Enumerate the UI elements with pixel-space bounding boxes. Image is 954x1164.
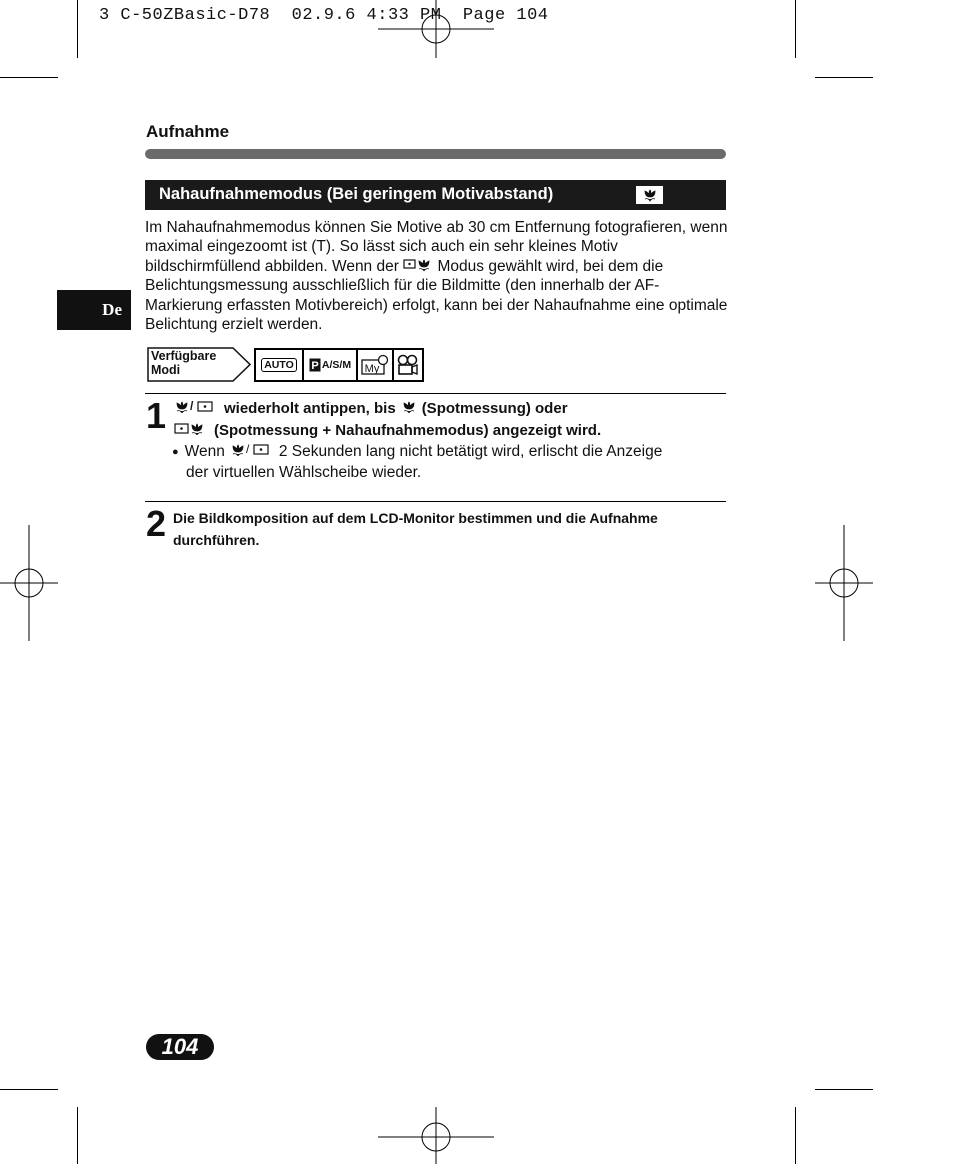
page-number: 104: [146, 1034, 214, 1060]
intro-paragraph: [145, 218, 730, 335]
step-2-text: Die Bildkomposition auf dem LCD-Monitor bestimmen und die Aufnahme durchführen.: [173, 510, 658, 548]
mode-my: [358, 350, 394, 380]
macro-flower-icon: [636, 186, 663, 204]
divider-2: [145, 501, 726, 502]
section-heading: Aufnahme: [146, 122, 230, 141]
available-modes-box: [254, 348, 424, 382]
movie-camera-icon: [396, 354, 420, 376]
topic-title: Nahaufnahmemodus (Bei geringem Motivabstand): [159, 185, 554, 203]
divider-1: [145, 393, 726, 394]
svg-text:/: /: [245, 442, 250, 456]
step-1-number: 1: [146, 395, 167, 436]
my-mode-icon: [360, 354, 390, 376]
program-p-icon: [309, 358, 321, 372]
bullet-dot-icon: ●: [172, 445, 179, 458]
language-tab: De: [57, 290, 131, 330]
registration-mark-bottom: [378, 1107, 494, 1164]
svg-text:P: P: [311, 360, 319, 372]
topic-title-bar: [145, 180, 726, 210]
svg-text:/: /: [190, 399, 194, 413]
spot-macro-icon: [174, 421, 206, 439]
section-rule: [145, 149, 726, 159]
macro-icon: [403, 399, 415, 417]
available-modes-label: Verfügbare Modi: [147, 347, 251, 382]
spot-macro-icon: [403, 257, 433, 276]
print-slug-line: 3 C-50ZBasic-D78 02.9.6 4:33 PM Page 104: [99, 6, 549, 25]
mode-movie: [394, 350, 422, 380]
mode-auto: AUTO: [256, 350, 304, 380]
svg-text:My: My: [364, 363, 380, 375]
intro-text-1: Im Nahaufnahmemodus können Sie Motive ab 30 cm Entfernung fotografieren, wenn maximal eingezoomt ist (T). So lässt sich auch ein sehr kleines Motiv bildschirmfüllend abbilden. Wenn der: [145, 219, 728, 275]
step-1-bullet-line-2: der virtuellen Wählscheibe wieder.: [186, 464, 422, 481]
step-1-bullet: ● Wenn / 2 Sekunden lang nicht betätigt wird, erlischt die Anzeige: [172, 442, 663, 460]
intro-text-2: Modus gewählt wird, bei dem die Belichtungsmessung ausschließlich für die Bildmitte (den innerhalb der AF-Markierung erfassten Motivbereich) erfolgt, kann bei der Nahaufnahme eine optimale Belichtung erzielt werden.: [145, 257, 728, 334]
step-1-line-2: (Spotmessung + Nahaufnahmemodus) angezeigt wird.: [174, 421, 601, 439]
mode-pasm: P A/S/M: [304, 350, 358, 380]
macro-spot-button-icon: [176, 399, 216, 417]
registration-mark-left: [0, 525, 58, 641]
macro-spot-button-icon: [232, 442, 272, 461]
step-1-line-1: / wiederholt antippen, bis (Spotmessung) oder: [176, 399, 568, 417]
step-2-number: 2: [146, 503, 167, 544]
registration-mark-right: [815, 525, 873, 641]
